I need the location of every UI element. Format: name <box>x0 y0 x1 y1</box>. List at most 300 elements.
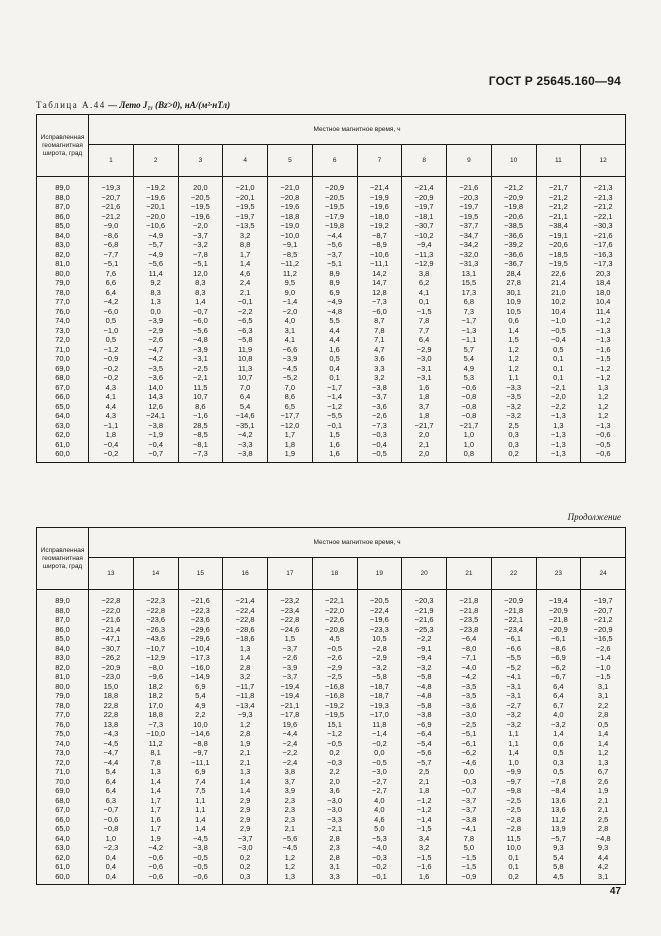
value-cell: −10,4 <box>178 644 223 654</box>
value-cell: 6,9 <box>178 682 223 692</box>
value-cell: −0,5 <box>357 449 402 462</box>
value-cell: 14,2 <box>357 269 402 279</box>
value-cell: 7,8 <box>357 326 402 336</box>
value-cell: 4,4 <box>312 335 357 345</box>
value-cell: 28,4 <box>491 269 536 279</box>
value-cell: 11,5 <box>178 383 223 393</box>
value-cell: −0,8 <box>89 824 134 834</box>
value-cell: 6,3 <box>89 796 134 806</box>
table-row <box>37 307 626 317</box>
value-cell: −0,2 <box>357 862 402 872</box>
value-cell: 7,5 <box>178 786 223 796</box>
value-cell: 15,1 <box>312 720 357 730</box>
value-cell: −4,9 <box>133 250 178 260</box>
value-cell: −20,9 <box>491 193 536 203</box>
value-cell: 10,5 <box>491 307 536 317</box>
value-cell: 4,1 <box>268 335 313 345</box>
value-cell: −19,4 <box>268 682 313 692</box>
value-cell: −4,8 <box>402 691 447 701</box>
value-cell: −19,4 <box>536 590 581 606</box>
value-cell: 1,8 <box>402 411 447 421</box>
value-cell: −4,1 <box>491 672 536 682</box>
value-cell: −7,3 <box>357 297 402 307</box>
value-cell: 1,4 <box>491 326 536 336</box>
value-cell: −19,7 <box>447 202 492 212</box>
value-cell: −11,1 <box>357 259 402 269</box>
value-cell: −0,7 <box>89 805 134 815</box>
value-cell: 1,1 <box>491 739 536 749</box>
value-cell: −21,4 <box>223 590 268 606</box>
value-cell: −3,9 <box>268 354 313 364</box>
table-row <box>37 590 626 606</box>
value-cell: 13,9 <box>536 824 581 834</box>
value-cell: 9,5 <box>268 278 313 288</box>
data-table-2 <box>36 527 626 885</box>
value-cell: −16,5 <box>581 634 626 644</box>
value-cell: 1,6 <box>312 449 357 462</box>
value-cell: 1,4 <box>178 297 223 307</box>
value-cell: −21,2 <box>491 177 536 193</box>
value-cell: −6,4 <box>447 634 492 644</box>
hour-column-header: 19 <box>357 558 402 590</box>
value-cell: −19,7 <box>581 590 626 606</box>
value-cell: −4,5 <box>268 364 313 374</box>
value-cell: −10,0 <box>133 729 178 739</box>
value-cell: −30,7 <box>402 221 447 231</box>
table-row <box>37 193 626 203</box>
latitude-cell: 77,0 <box>37 710 89 720</box>
value-cell: −4,2 <box>223 430 268 440</box>
table-row <box>37 288 626 298</box>
value-cell: 7,4 <box>178 777 223 787</box>
value-cell: 8,3 <box>178 278 223 288</box>
value-cell: −1,3 <box>581 326 626 336</box>
value-cell: −2,8 <box>357 644 402 654</box>
value-cell: −7,7 <box>89 250 134 260</box>
value-cell: −22,0 <box>89 606 134 616</box>
value-cell: −6,9 <box>402 720 447 730</box>
value-cell: 17,3 <box>447 288 492 298</box>
value-cell: −1,4 <box>357 729 402 739</box>
value-cell: −5,6 <box>178 326 223 336</box>
value-cell: −7,3 <box>357 421 402 431</box>
value-cell: −47,1 <box>89 634 134 644</box>
value-cell: −20,9 <box>491 590 536 606</box>
value-cell: −19,5 <box>178 202 223 212</box>
value-cell: −5,8 <box>402 672 447 682</box>
value-cell: 28,5 <box>178 421 223 431</box>
hour-column-header: 21 <box>447 558 492 590</box>
value-cell: −3,1 <box>402 364 447 374</box>
value-cell: −19,5 <box>536 259 581 269</box>
value-cell: −0,2 <box>89 364 134 374</box>
value-cell: −19,4 <box>268 691 313 701</box>
value-cell: −5,1 <box>312 259 357 269</box>
value-cell: 18,8 <box>133 710 178 720</box>
value-cell: −12,9 <box>402 259 447 269</box>
table-row <box>37 202 626 212</box>
table-row <box>37 682 626 692</box>
value-cell: −3,1 <box>491 682 536 692</box>
value-cell: 5,5 <box>312 316 357 326</box>
table-row <box>37 824 626 834</box>
value-cell: 1,8 <box>402 392 447 402</box>
value-cell: −0,3 <box>447 777 492 787</box>
value-cell: 2,9 <box>223 805 268 815</box>
value-cell: −1,2 <box>312 402 357 412</box>
value-cell: 0,6 <box>491 316 536 326</box>
value-cell: −20,1 <box>133 202 178 212</box>
value-cell: −18,8 <box>268 212 313 222</box>
value-cell: −19,3 <box>357 701 402 711</box>
value-cell: −1,6 <box>178 411 223 421</box>
value-cell: 8,3 <box>133 288 178 298</box>
latitude-cell: 85,0 <box>37 634 89 644</box>
value-cell: −21,8 <box>447 606 492 616</box>
value-cell: 6,8 <box>447 297 492 307</box>
latitude-cell: 81,0 <box>37 672 89 682</box>
value-cell: −11,3 <box>402 250 447 260</box>
value-cell: −1,5 <box>402 824 447 834</box>
value-cell: −6,2 <box>447 748 492 758</box>
value-cell: 2,2 <box>178 710 223 720</box>
value-cell: 2,0 <box>312 777 357 787</box>
value-cell: −34,2 <box>447 240 492 250</box>
value-cell: −20,9 <box>89 663 134 673</box>
value-cell: −20,5 <box>357 590 402 606</box>
value-cell: −6,5 <box>223 316 268 326</box>
value-cell: −0,5 <box>536 326 581 336</box>
value-cell: −24,6 <box>268 625 313 635</box>
value-cell: 0,5 <box>581 720 626 730</box>
value-cell: −1,2 <box>402 805 447 815</box>
value-cell: −3,7 <box>268 672 313 682</box>
latitude-cell: 89,0 <box>37 590 89 606</box>
latitude-header: Исправленная геомагнитная широта, град <box>37 115 89 177</box>
table-row <box>37 834 626 844</box>
value-cell: −6,1 <box>491 634 536 644</box>
value-cell: −22,3 <box>133 590 178 606</box>
value-cell: 1,5 <box>268 634 313 644</box>
value-cell: −0,5 <box>312 644 357 654</box>
table-row <box>37 383 626 393</box>
value-cell: −21,6 <box>178 590 223 606</box>
value-cell: −21,9 <box>402 606 447 616</box>
table-row <box>37 786 626 796</box>
value-cell: 0,0 <box>133 307 178 317</box>
value-cell: −29,6 <box>178 634 223 644</box>
value-cell: −3,1 <box>402 373 447 383</box>
value-cell: 12,6 <box>133 402 178 412</box>
value-cell: 1,5 <box>312 430 357 440</box>
latitude-cell: 62,0 <box>37 430 89 440</box>
latitude-cell: 72,0 <box>37 335 89 345</box>
value-cell: −16,8 <box>312 691 357 701</box>
value-cell: −1,2 <box>89 345 134 355</box>
value-cell: −4,2 <box>133 354 178 364</box>
value-cell: −8,4 <box>536 786 581 796</box>
value-cell: −9,1 <box>402 644 447 654</box>
value-cell: −3,8 <box>178 843 223 853</box>
value-cell: −2,0 <box>178 221 223 231</box>
value-cell: −1,2 <box>581 316 626 326</box>
value-cell: −9,7 <box>178 748 223 758</box>
value-cell: 7,0 <box>223 383 268 393</box>
value-cell: −0,4 <box>89 440 134 450</box>
latitude-cell: 84,0 <box>37 231 89 241</box>
value-cell: −21,1 <box>536 212 581 222</box>
hour-column-header: 16 <box>223 558 268 590</box>
value-cell: −0,5 <box>178 862 223 872</box>
latitude-cell: 79,0 <box>37 278 89 288</box>
value-cell: −21,2 <box>536 193 581 203</box>
value-cell: −1,4 <box>402 815 447 825</box>
value-cell: 1,2 <box>581 402 626 412</box>
value-cell: −21,3 <box>581 177 626 193</box>
value-cell: 4,9 <box>178 701 223 711</box>
value-cell: −2,2 <box>223 307 268 317</box>
value-cell: −4,5 <box>268 843 313 853</box>
hour-column-header: 17 <box>268 558 313 590</box>
value-cell: −2,5 <box>447 720 492 730</box>
value-cell: 7,0 <box>268 383 313 393</box>
value-cell: 0,5 <box>536 767 581 777</box>
value-cell: −0,7 <box>178 307 223 317</box>
value-cell: −21,6 <box>447 177 492 193</box>
value-cell: 10,8 <box>223 354 268 364</box>
value-cell: −21,2 <box>536 202 581 212</box>
value-cell: 4,4 <box>312 326 357 336</box>
value-cell: 3,2 <box>357 373 402 383</box>
value-cell: −5,8 <box>223 335 268 345</box>
value-cell: −0,7 <box>447 786 492 796</box>
table-row <box>37 815 626 825</box>
value-cell: 5,8 <box>536 862 581 872</box>
value-cell: −6,1 <box>447 739 492 749</box>
value-cell: −3,7 <box>312 250 357 260</box>
table-row <box>37 250 626 260</box>
value-cell: 6,2 <box>402 278 447 288</box>
value-cell: −21,7 <box>447 421 492 431</box>
hour-column-header: 22 <box>491 558 536 590</box>
value-cell: −2,7 <box>357 777 402 787</box>
value-cell: −4,8 <box>312 307 357 317</box>
value-cell: 3,6 <box>312 786 357 796</box>
value-cell: 7,6 <box>89 269 134 279</box>
value-cell: −0,3 <box>357 430 402 440</box>
value-cell: 11,5 <box>491 834 536 844</box>
value-cell: −0,1 <box>223 297 268 307</box>
value-cell: 4,4 <box>89 402 134 412</box>
value-cell: 2,1 <box>402 440 447 450</box>
value-cell: −4,3 <box>89 729 134 739</box>
latitude-cell: 80,0 <box>37 682 89 692</box>
value-cell: −12,0 <box>268 421 313 431</box>
value-cell: 0,3 <box>536 758 581 768</box>
value-cell: −4,1 <box>447 824 492 834</box>
latitude-cell: 78,0 <box>37 288 89 298</box>
value-cell: −31,3 <box>447 259 492 269</box>
value-cell: 1,3 <box>536 421 581 431</box>
value-cell: −7,3 <box>133 720 178 730</box>
value-cell: −0,5 <box>357 758 402 768</box>
value-cell: −2,6 <box>268 653 313 663</box>
value-cell: 1,7 <box>268 430 313 440</box>
value-cell: 0,4 <box>312 364 357 374</box>
value-cell: 14,7 <box>357 278 402 288</box>
value-cell: 3,1 <box>581 691 626 701</box>
latitude-cell: 70,0 <box>37 777 89 787</box>
value-cell: −6,4 <box>402 729 447 739</box>
value-cell: −26,3 <box>133 625 178 635</box>
value-cell: −0,2 <box>357 739 402 749</box>
table-row <box>37 862 626 872</box>
value-cell: 0,4 <box>89 862 134 872</box>
value-cell: −3,7 <box>268 644 313 654</box>
value-cell: 4,6 <box>223 269 268 279</box>
value-cell: −2,7 <box>491 701 536 711</box>
value-cell: 1,3 <box>268 872 313 885</box>
value-cell: −4,8 <box>178 335 223 345</box>
latitude-cell: 88,0 <box>37 606 89 616</box>
value-cell: 2,5 <box>491 421 536 431</box>
value-cell: −10,7 <box>133 644 178 654</box>
value-cell: −21,8 <box>536 615 581 625</box>
value-cell: −1,2 <box>402 796 447 806</box>
table-row <box>37 373 626 383</box>
value-cell: 15,5 <box>447 278 492 288</box>
value-cell: 18,2 <box>133 682 178 692</box>
value-cell: −38,5 <box>491 221 536 231</box>
value-cell: −3,2 <box>491 710 536 720</box>
value-cell: 1,2 <box>581 411 626 421</box>
value-cell: −8,5 <box>268 250 313 260</box>
value-cell: −17,8 <box>268 710 313 720</box>
hour-column-header: 23 <box>536 558 581 590</box>
value-cell: −3,8 <box>223 449 268 462</box>
value-cell: −6,2 <box>536 663 581 673</box>
value-cell: −0,6 <box>447 383 492 393</box>
value-cell: 1,7 <box>133 824 178 834</box>
latitude-cell: 72,0 <box>37 758 89 768</box>
value-cell: −26,2 <box>89 653 134 663</box>
latitude-cell: 60,0 <box>37 449 89 462</box>
value-cell: −1,3 <box>536 449 581 462</box>
value-cell: −36,6 <box>491 231 536 241</box>
value-cell: −7,1 <box>447 653 492 663</box>
value-cell: −2,4 <box>268 739 313 749</box>
value-cell: −21,4 <box>402 177 447 193</box>
value-cell: 10,0 <box>491 843 536 853</box>
value-cell: 0,5 <box>536 345 581 355</box>
hour-column-header: 3 <box>178 145 223 177</box>
value-cell: 4,0 <box>536 710 581 720</box>
value-cell: 27,8 <box>491 278 536 288</box>
table-row <box>37 672 626 682</box>
value-cell: 1,1 <box>178 796 223 806</box>
value-cell: −0,6 <box>133 872 178 885</box>
value-cell: −10,6 <box>133 221 178 231</box>
value-cell: −1,5 <box>581 354 626 364</box>
value-cell: 1,2 <box>268 862 313 872</box>
value-cell: −3,7 <box>178 231 223 241</box>
value-cell: 8,7 <box>357 316 402 326</box>
value-cell: −20,9 <box>536 625 581 635</box>
value-cell: 4,1 <box>402 288 447 298</box>
value-cell: 0,5 <box>89 316 134 326</box>
value-cell: −19,2 <box>312 701 357 711</box>
value-cell: 0,1 <box>312 373 357 383</box>
value-cell: −0,5 <box>581 440 626 450</box>
value-cell: −21,3 <box>581 193 626 203</box>
value-cell: 7,8 <box>402 316 447 326</box>
value-cell: 2,3 <box>268 805 313 815</box>
value-cell: 1,6 <box>312 345 357 355</box>
latitude-cell: 66,0 <box>37 815 89 825</box>
value-cell: 6,4 <box>536 682 581 692</box>
value-cell: 1,4 <box>178 824 223 834</box>
value-cell: −3,5 <box>447 682 492 692</box>
value-cell: −8,6 <box>89 231 134 241</box>
value-cell: 5,4 <box>536 853 581 863</box>
value-cell: 1,9 <box>268 449 313 462</box>
value-cell: 6,4 <box>89 777 134 787</box>
latitude-cell: 69,0 <box>37 364 89 374</box>
value-cell: −3,7 <box>357 392 402 402</box>
table-row <box>37 663 626 673</box>
value-cell: −8,1 <box>178 440 223 450</box>
table-row <box>37 212 626 222</box>
hour-column-header: 20 <box>402 558 447 590</box>
value-cell: 11,2 <box>133 739 178 749</box>
value-cell: 5,4 <box>447 354 492 364</box>
hour-column-header: 8 <box>402 145 447 177</box>
time-group-header: Местное магнитное время, ч <box>89 528 626 558</box>
value-cell: 1,2 <box>581 392 626 402</box>
value-cell: 8,9 <box>312 278 357 288</box>
value-cell: −16,3 <box>581 250 626 260</box>
value-cell: −38,4 <box>536 221 581 231</box>
value-cell: −21,6 <box>89 615 134 625</box>
value-cell: −2,0 <box>536 392 581 402</box>
value-cell: 11,4 <box>133 269 178 279</box>
value-cell: −4,7 <box>89 748 134 758</box>
table-row <box>37 853 626 863</box>
value-cell: −1,2 <box>581 364 626 374</box>
hour-column-header: 9 <box>447 145 492 177</box>
latitude-cell: 80,0 <box>37 269 89 279</box>
value-cell: 2,5 <box>581 815 626 825</box>
value-cell: −1,0 <box>581 663 626 673</box>
latitude-cell: 89,0 <box>37 177 89 193</box>
value-cell: −2,8 <box>491 824 536 834</box>
value-cell: 7,3 <box>447 307 492 317</box>
value-cell: 3,8 <box>268 767 313 777</box>
table-row <box>37 278 626 288</box>
value-cell: −23,6 <box>178 615 223 625</box>
latitude-cell: 76,0 <box>37 307 89 317</box>
value-cell: −5,7 <box>133 240 178 250</box>
latitude-cell: 63,0 <box>37 421 89 431</box>
table-row <box>37 615 626 625</box>
value-cell: 4,6 <box>357 815 402 825</box>
value-cell: 3,3 <box>312 872 357 885</box>
value-cell: −0,8 <box>447 402 492 412</box>
value-cell: −3,3 <box>491 383 536 393</box>
value-cell: −0,1 <box>357 872 402 885</box>
latitude-cell: 67,0 <box>37 805 89 815</box>
value-cell: 7,7 <box>402 326 447 336</box>
